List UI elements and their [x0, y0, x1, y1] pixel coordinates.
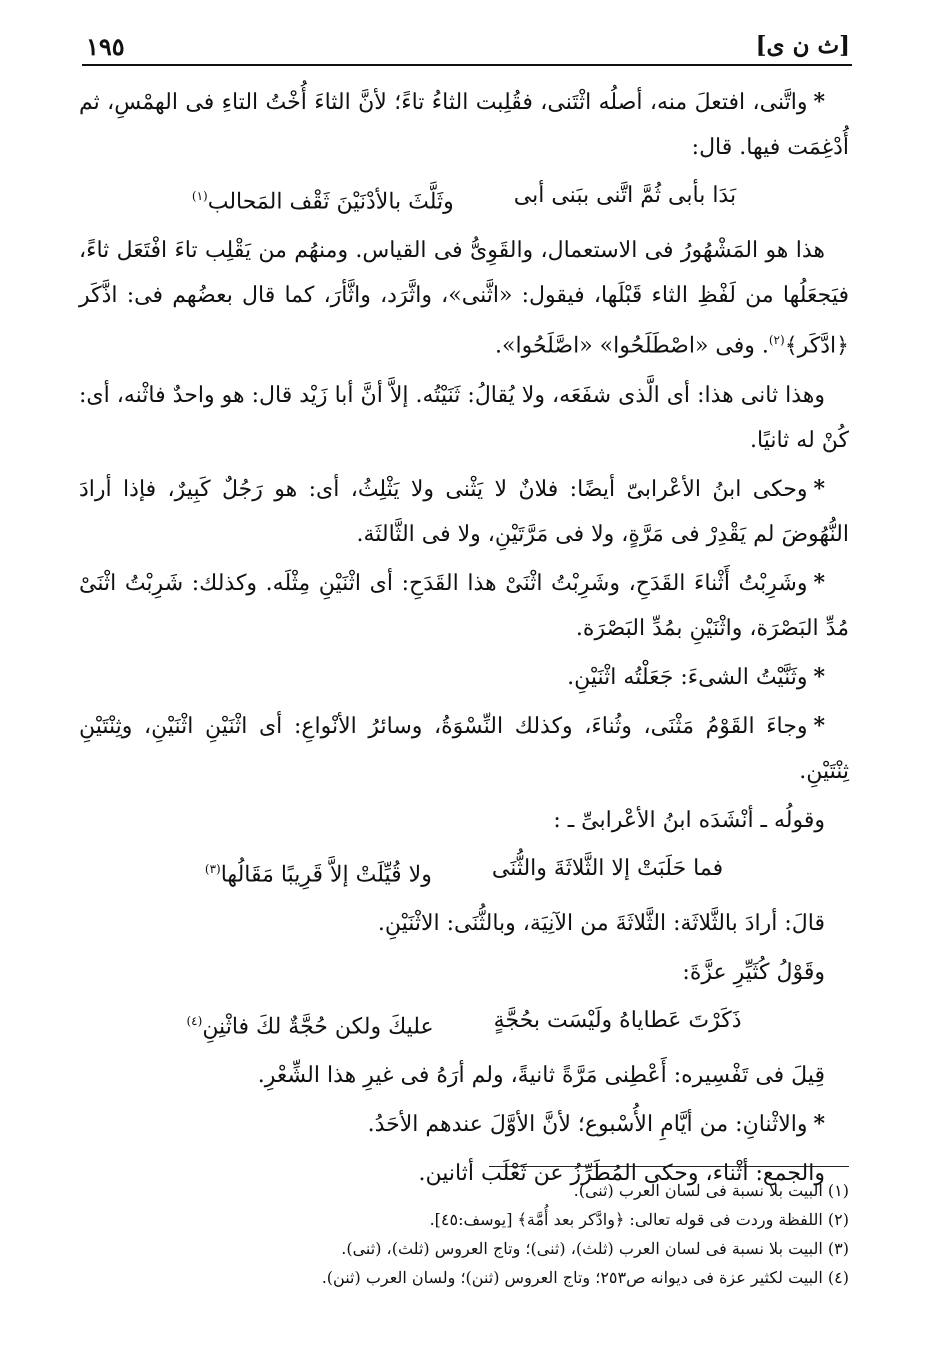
page-header — [82, 30, 852, 66]
paragraph — [79, 373, 849, 463]
hemistich-text: عليكَ ولكن حُجَّةٌ لكَ فاثْنِنِ — [202, 1014, 434, 1040]
verse-second-hemistich — [186, 999, 433, 1049]
entry-star-icon: * — [813, 1111, 825, 1138]
verse — [79, 174, 849, 224]
verse-first-hemistich: فما حَلَبَتْ إلا الثَّلاثَةَ والثُّنَى — [491, 855, 724, 881]
footnote-marker: (٢) — [768, 333, 785, 348]
paragraph — [79, 561, 849, 651]
footnote-item: (٢) اللفظة وردت فى قوله تعالى: ﴿وادَّكر بعد أُمَّة﴾ [يوسف:٤٥]. — [429, 1210, 849, 1229]
footnote-divider — [489, 1166, 849, 1167]
paragraph-text: والاثْنانِ: من أيَّامِ الأُسْبوع؛ لأنَّ الأوَّلَ عندهم الأحَدُ. — [367, 1112, 808, 1138]
paragraph — [79, 1053, 849, 1098]
paragraph — [79, 798, 849, 843]
paragraph-text: هذا هو المَشْهُورُ فى الاستعمال، والقَوِىُّ فى القياس. ومنهُم من يَقْلِب تاءَ افْتَعَل ثاءً، فيَجعَلُها من لَفْظِ الثاء قَبْلَها، فيقول: «اثَّنى»، واثَّرَد، واثَّأرَ، كما قال بعضُهم فى: اذَّكَر ﴿ادَّكَر﴾ — [79, 238, 849, 359]
verse-second-hemistich — [192, 174, 454, 224]
paragraph-text: والجمع: أثْناء، وحكى المُطَرِّزُ عن ثَعْلَب أثانين. — [418, 1161, 825, 1187]
paragraph-text: وشَرِبْتُ أَثْناءَ القَدَحِ، وشَرِبْتُ اثْنَىْ هذا القَدَحِ: أى اثْنَيْنِ مِثْلَه. وكذلك: شَرِبْتُ اثْنَىْ مُدِّ البَصْرَة، واثْنَيْنِ بمُدِّ البَصْرَة. — [79, 570, 849, 641]
paragraph-text: وقَوْلُ كُثَيِّرِ عزَّةَ: — [682, 959, 825, 985]
footnote-item: (١) البيت بلا نسبة فى لسان العرب (ثنى). — [573, 1181, 849, 1200]
paragraph-text: وجاءَ القَوْمُ مَثْنَى، وثُناءَ، وكذلك النِّسْوَةُ، وسائرُ الأنْواعِ: أى اثْنَيْنِ اثْنَيْنِ، وثِنْتَيْنِ ثِنْتَيْنِ. — [79, 713, 849, 784]
main-text — [79, 80, 849, 1200]
footnote-marker: (٤) — [186, 1013, 203, 1028]
entry-star-icon: * — [813, 569, 825, 596]
footnote-list — [79, 1176, 849, 1292]
paragraph — [79, 655, 849, 700]
paragraph-text: وحكى ابنُ الأعْرابىّ أيضًا: فلانٌ لا يَثْنى ولا يَثْلِثُ، أى: هو رَجُلٌ كَبِيرٌ، فإذا أرادَ النُّهُوضَ لم يَقْدِرْ فى مَرَّةٍ، ولا فى مَرَّتَيْنِ، ولا فى الثَّالثَة. — [79, 476, 849, 547]
footnote-item: (٣) البيت بلا نسبة فى لسان العرب (ثلث)، (ثنى)؛ وتاج العروس (ثلث)، (ثنى). — [341, 1239, 849, 1258]
page-number: ١٩٥ — [86, 32, 125, 61]
verse-first-hemistich: ذَكَرْتَ عَطاياهُ ولَيْسَت بحُجَّةٍ — [493, 1007, 742, 1033]
paragraph — [79, 950, 849, 995]
paragraph — [79, 80, 849, 170]
footnote-marker: (١) — [191, 189, 208, 203]
entry-star-icon: * — [813, 663, 825, 690]
hemistich-text: وثَلَّثَ بالأدْنَيْنَ ثَقْف المَحالب — [207, 189, 454, 215]
verse — [79, 847, 849, 897]
hemistich-text: ولا قُيِّلَتْ إلاَّ قَرِيبًا مَقَالُها — [220, 861, 432, 887]
paragraph-text: وهذا ثانى هذا: أى الَّذى شفَعَه، ولا يُقالُ: ثَنَيْتُه. إلاَّ أنَّ أبا زَيْد قال: هو واحدٌ فاثْنه، أى: كُنْ له ثانيًا. — [79, 382, 849, 453]
footnote-marker: (٣) — [204, 861, 221, 876]
entry-star-icon: * — [813, 475, 825, 502]
entry-star-icon: * — [813, 712, 825, 739]
paragraph-text: وقولُه ـ أنْشَدَه ابنُ الأعْرابىِّ ـ : — [553, 807, 825, 833]
verse — [79, 999, 849, 1049]
paragraph — [79, 1102, 849, 1147]
paragraph — [79, 901, 849, 946]
root-label: [ث ن ى] — [755, 32, 850, 59]
paragraph-text: وثَنَّيْتُ الشىءَ: جَعَلْتُه اثْنَيْنِ. — [567, 664, 808, 690]
entry-star-icon: * — [813, 89, 825, 115]
paragraph — [79, 467, 849, 557]
verse-second-hemistich — [205, 847, 432, 897]
verse-first-hemistich: بَدَا بأبى ثُمَّ اتَّنى ببَنى أبى — [513, 183, 737, 208]
paragraph — [79, 228, 849, 368]
paragraph — [79, 704, 849, 794]
paragraph-text-after: . وفى «اصْطَلَحُوا» «اصَّلَحُوا». — [495, 333, 769, 359]
paragraph-text: واتَّنى، افتعلَ منه، أصلُه اثْتَنى، فقُلِبت الثاءُ تاءً؛ لأنَّ الثاءَ أُخْتُ التاءِ فى الهمْسِ، ثم أُدْغِمَت فيها. قال: — [79, 90, 849, 160]
paragraph-text: قالَ: أرادَ بالثَّلاثَة: الثَّلاثَةَ من الآنِيَة، وبالثُّنَى: الاثْنَيْنِ. — [377, 910, 825, 936]
paragraph-text: قِيلَ فى تَفْسِيره: أَعْطِنى مَرَّةً ثانيةً، ولم أرَهُ فى غيرِ هذا الشِّعْرِ. — [257, 1063, 825, 1089]
footnote-item: (٤) البيت لكثير عزة فى ديوانه ص٢٥٣؛ وتاج العروس (ثنن)؛ ولسان العرب (ثنن). — [321, 1268, 849, 1287]
